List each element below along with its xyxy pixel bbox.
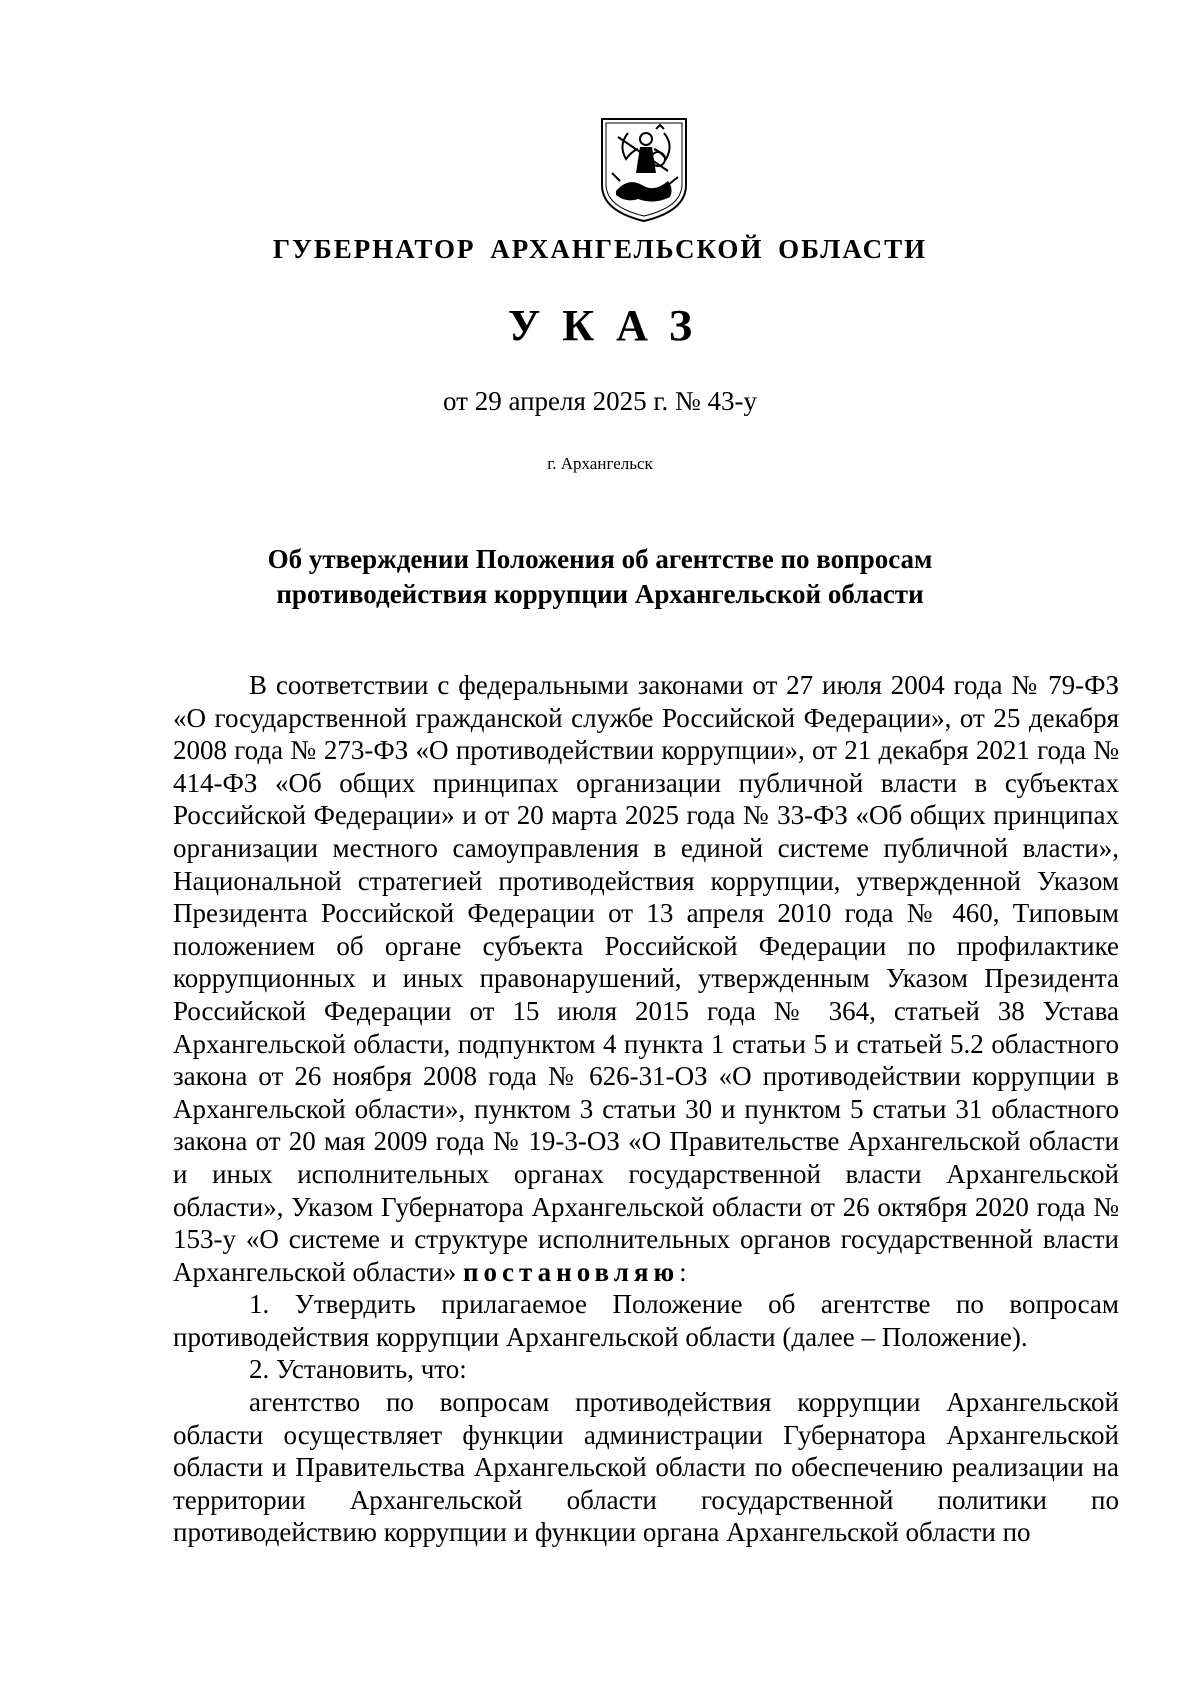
- preamble-text: В соответствии с федеральными законами от 27 июля 2004 года № 79-ФЗ «О государственной гражданской службе Российской Федерации», от 25 декабря 2008 года № 273-ФЗ «О противодействии коррупции», от 21 декабря 2021 года № 414-ФЗ «Об общих принципах организации публичной власти в субъектах Российской Федерации» и от 20 марта 2025 года № 33-ФЗ «Об общих принципах организации местного самоуправления в единой системе публичной власти», Национальной стратегией противодействия коррупции, утвержденной Указом Президента Российской Федерации от 13 апреля 2010 года № 460, Типовым положением об органе субъекта Российской Федерации по профилактике коррупционных и иных правонарушений, утвержденным Указом Президента Российской Федерации от 15 июля 2015 года № 364, статьей 38 Устава Архангельской области, подпунктом 4 пункта 1 статьи 5 и статьей 5.2 областного закона от 26 ноября 2008 года № 626-31-ОЗ «О противодействии коррупции в Архангельской области», пунктом 3 статьи 30 и пунктом 5 статьи 31 областного закона от 20 мая 2009 года № 19-3-ОЗ «О Правительстве Архангельской области и иных исполнительных органах государственной власти Архангельской области», Указом Губернатора Архангельской области от 26 октября 2020 года № 153-у «О системе и структуре исполнительных органов государственной власти Архангельской области»: [173, 670, 1119, 1287]
- coat-of-arms-icon: [598, 115, 690, 225]
- decree-word: постановляю: [463, 1256, 680, 1287]
- document-title: [0, 542, 1200, 612]
- document-title-line: Об утверждении Положения об агентстве по вопросам: [267, 544, 933, 574]
- document-body: [173, 669, 1119, 1549]
- decree-colon: :: [679, 1256, 687, 1287]
- preamble-paragraph: [173, 669, 1119, 1288]
- document-date-number: от 29 апреля 2025 г. № 43-у: [443, 386, 757, 416]
- item-2-paragraph: 2. Установить, что:: [249, 1354, 467, 1385]
- document-city: г. Архангельск: [547, 454, 653, 473]
- issuing-authority: ГУБЕРНАТОР АРХАНГЕЛЬСКОЙ ОБЛАСТИ: [272, 234, 928, 264]
- item-2-text-paragraph: агентство по вопросам противодействия коррупции Архангельской области осуществляет функции администрации Губернатора Архангельской области и Правительства Архангельской области по обеспечению реализации на территории Архангельской области государственной политики по противодействию коррупции и функции органа Архангельской области по: [173, 1387, 1119, 1548]
- document-title-line: противодействия коррупции Архангельской области: [276, 579, 924, 609]
- document-type: УКАЗ: [507, 301, 715, 350]
- item-1-paragraph: 1. Утвердить прилагаемое Положение об агентстве по вопросам противодействия коррупции Архангельской области (далее – Положение).: [173, 1289, 1119, 1352]
